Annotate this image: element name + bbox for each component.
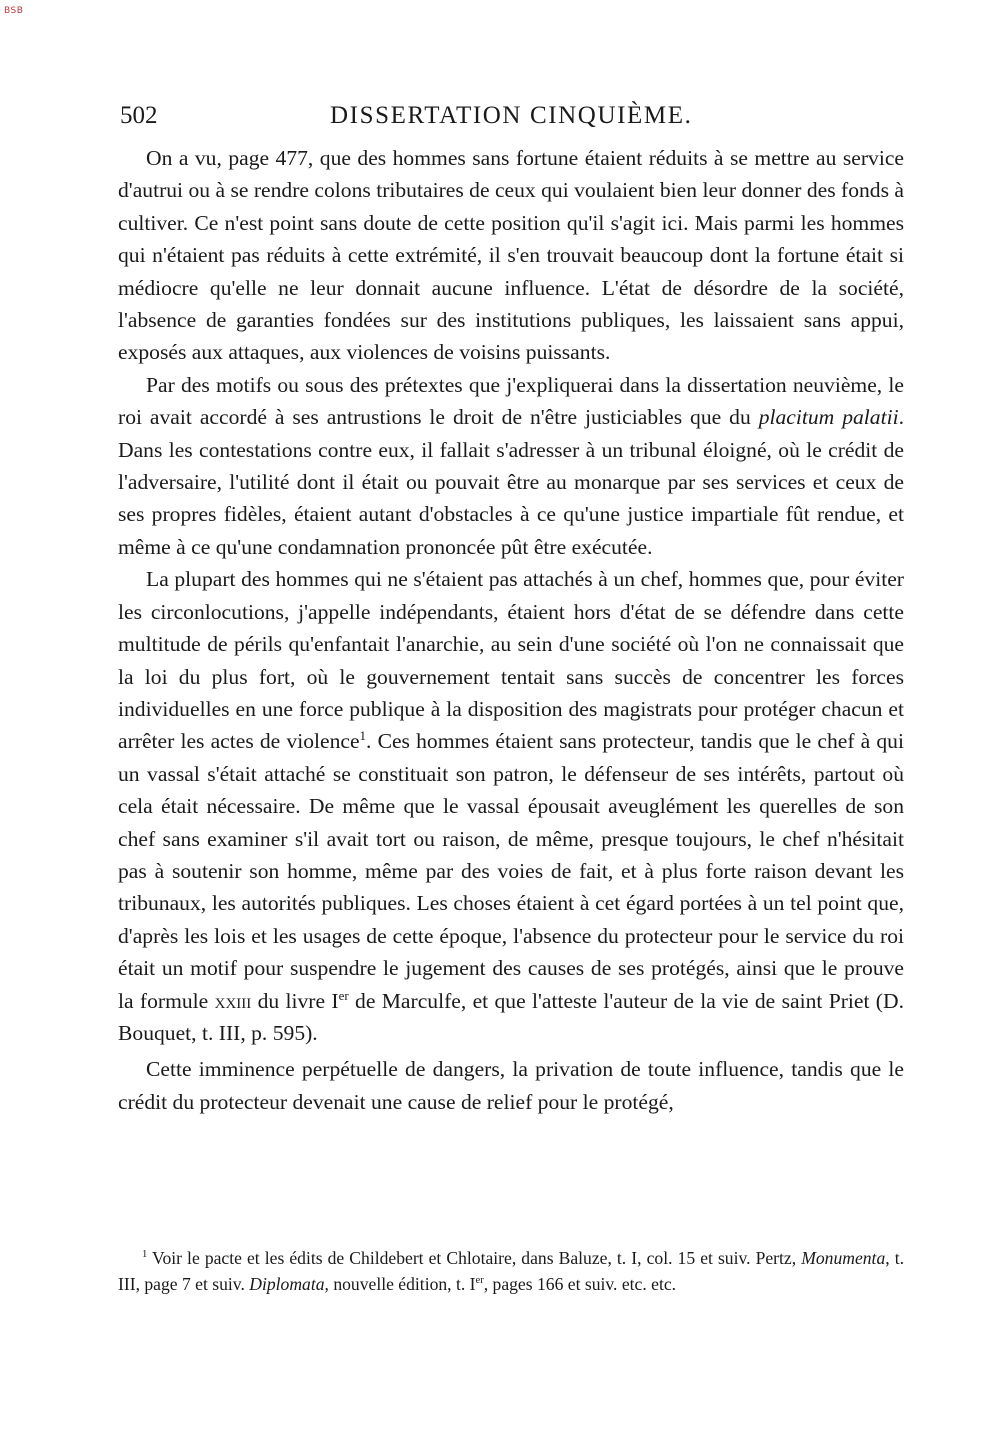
footnote-italic-diplomata: Diplomata [249,1274,325,1294]
footnote-text-c: , nouvelle édition, t. I [324,1274,476,1294]
paragraph-3-text-a: La plupart des hommes qui ne s'étaient pas attachés à un chef, hommes que, pour éviter les circonlocutions, j'appelle indépendants, étaient hors d'état de se défendre dans cette multitude de périls qu'enfantait l'anarchie, au sein d'une société où l'on ne connaissait que la loi du plus fort, où le gouvernement tentait sans succès de concentrer les forces individuelles en une force publique à la disposition des magistrats pour protéger chacun et arrêter les actes de violence [118,567,904,754]
footnote-italic-monumenta: Monumenta [801,1248,886,1268]
library-stamp: BSB [4,6,24,16]
paragraph-3-text-d: de Marculfe, et que l'atteste l'auteur de la vie de saint Priet (D. Bouquet, t. III, p. 595). [118,988,904,1045]
page-header [120,100,904,136]
footnotes [118,1245,904,1297]
paragraph-3-roman-numeral: xxiii [214,988,252,1013]
footnote-text-a: Voir le pacte et les édits de Childebert et Chlotaire, dans Baluze, t. I, col. 15 et suiv. Pertz, [147,1248,802,1268]
paragraph-3-text-c: du livre I [251,988,339,1013]
main-text [118,142,904,1118]
paragraph-2-italic: placitum palatii [758,405,899,430]
paragraph-1 [118,142,904,369]
footnote-marker: 1 [142,1249,148,1261]
footnote-reference: 1 [359,728,367,744]
footnote-text-d: , pages 166 et suiv. etc. etc. [483,1274,677,1294]
paragraph-3-superscript: er [338,987,349,1003]
running-title: DISSERTATION CINQUIÈME. [330,102,693,129]
paragraph-2-text-b: . Dans les contestations contre eux, il fallait s'adresser à un tribunal éloigné, où le crédit de l'adversaire, l'utilité dont il était ou pouvait être au monarque par ses services et ceux de ses propres fidèles, étaient autant d'obstacles à ce qu'une justice impartiale fût rendue, et même à ce qu'une condamnation prononcée pût être exécutée. [118,405,905,559]
paragraph-4-text: Cette imminence perpétuelle de dangers, la privation de toute influence, tandis que le crédit du protecteur devenait une cause de relief pour le protégé, [118,1057,904,1114]
paragraph-3-text-b: . Ces hommes étaient sans protecteur, tandis que le chef à qui un vassal s'était attaché se constituait son patron, le défenseur de ses intérêts, partout où cela était nécessaire. De même que le vassal épousait aveuglément les querelles de son chef sans examiner s'il avait tort ou raison, de même, presque toujours, le chef n'hésitait pas à soutenir son homme, même par des voies de fait, et à plus forte raison devant les tribunaux, les autorités publiques. Les choses étaient à cet égard portées à un tel point que, d'après les lois et les usages de cette époque, l'absence du protecteur pour le service du roi était un motif pour suspendre le jugement des causes de ses protégés, ainsi que le prouve la formule [118,729,904,1013]
footnote-superscript: er [475,1275,484,1287]
paragraph-4 [118,1053,904,1118]
paragraph-2-text-a: Par des motifs ou sous des prétextes que j'expliquerai dans la dissertation neuvième, le roi avait accordé à ses antrustions le droit de n'être justiciables que du [118,372,904,430]
paragraph-3 [118,563,904,1049]
footnote-1 [118,1245,904,1297]
footnote-text-b: , t. III, page 7 et suiv. [118,1248,904,1294]
paragraph-2 [118,369,904,563]
page-number: 502 [120,102,158,129]
paragraph-1-text: On a vu, page 477, que des hommes sans fortune étaient réduits à se mettre au service d'autrui ou à se rendre colons tributaires de ceux qui voulaient bien leur donner des fonds à cultiver. Ce n'est point sans doute de cette position qu'il s'agit ici. Mais parmi les hommes qui n'étaient pas réduits à cette extrémité, il s'en trouvait beaucoup dont la fortune était si médiocre qu'elle ne leur donnait aucune influence. L'état de désordre de la société, l'absence de garanties fondées sur des institutions publiques, les laissaient sans appui, exposés aux attaques, aux violences de voisins puissants. [118,146,904,365]
